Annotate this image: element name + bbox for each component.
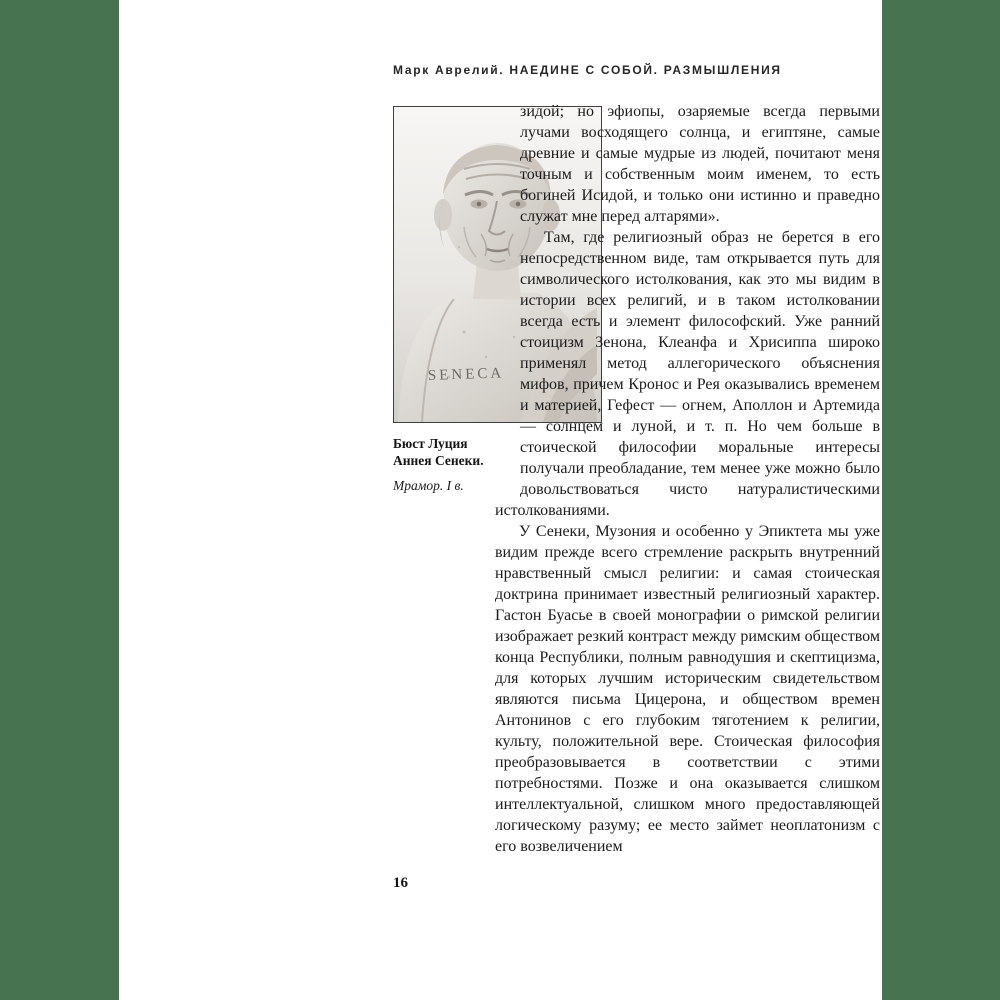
running-head: Марк Аврелий. НАЕДИНЕ С СОБОЙ. РАЗМЫШЛЕНИЯ — [393, 63, 782, 77]
left-page-edge — [0, 0, 119, 1000]
bust-inscription: SENECA — [427, 365, 505, 384]
page-number: 16 — [393, 875, 408, 891]
book-page — [119, 0, 882, 1000]
paragraph: Там, где религиозный образ не берется в его непосредственном виде, там открывается путь для символического истолкования, как это мы видим в истории всех религий, и в таком истолковании всегда есть и элемент философский. Уже ранний стоицизм Зенона, Клеанфа и Хрисиппа широко применял метод аллегорического объяснения мифов, причем Кронос и Рея оказывались временем и материей, Гефест — огнем, Аполлон и Артемида — солнцем и луной, и т. п. Но чем больше в стоической философии моральные интересы получали преобладание, тем менее уже можно было довольствоваться чисто натуралистическими истолкованиями. — [495, 229, 880, 519]
page-content — [393, 0, 880, 932]
paragraph-continuation: зидой; но эфиопы, озаряемые всегда первыми лучами восходящего солнца, и египтяне, самые древние и самые мудрые из людей, почитают меня точным и собственным моим именем, то есть богиней Исидой, и только они истинно и праведно служат мне перед алтарями». — [520, 103, 880, 225]
figure-caption — [393, 435, 497, 494]
body-text — [393, 101, 880, 857]
seneca-bust-figure — [393, 106, 520, 494]
paragraph: У Сенеки, Музония и особенно у Эпиктета мы уже видим прежде всего стремление раскрыть внутренний нравственный смысл религии: и самая стоическая доктрина принимает известный религиозный характер. Гастон Буасье в своей монографии о римской религии изображает резкий контраст между римским обществом конца Республики, полным равнодушия и скептицизма, для которых лучшим историческим свидетельством являются письма Цицерона, и обществом времен Антонинов с его глубоким тяготением к религии, культу, положительной вере. Стоическая философия преобразовывается в соответствии с этими потребностями. Позже и она оказывается слишком интеллектуальной, слишком много предоставляющей логическому разуму; ее место займет неоплатонизм с его возвеличением — [495, 523, 880, 855]
right-page-edge — [882, 0, 1000, 1000]
caption-title: Бюст Луция Аннея Сенеки. — [393, 436, 484, 468]
caption-subtitle: Мрамор. I в. — [393, 478, 464, 493]
